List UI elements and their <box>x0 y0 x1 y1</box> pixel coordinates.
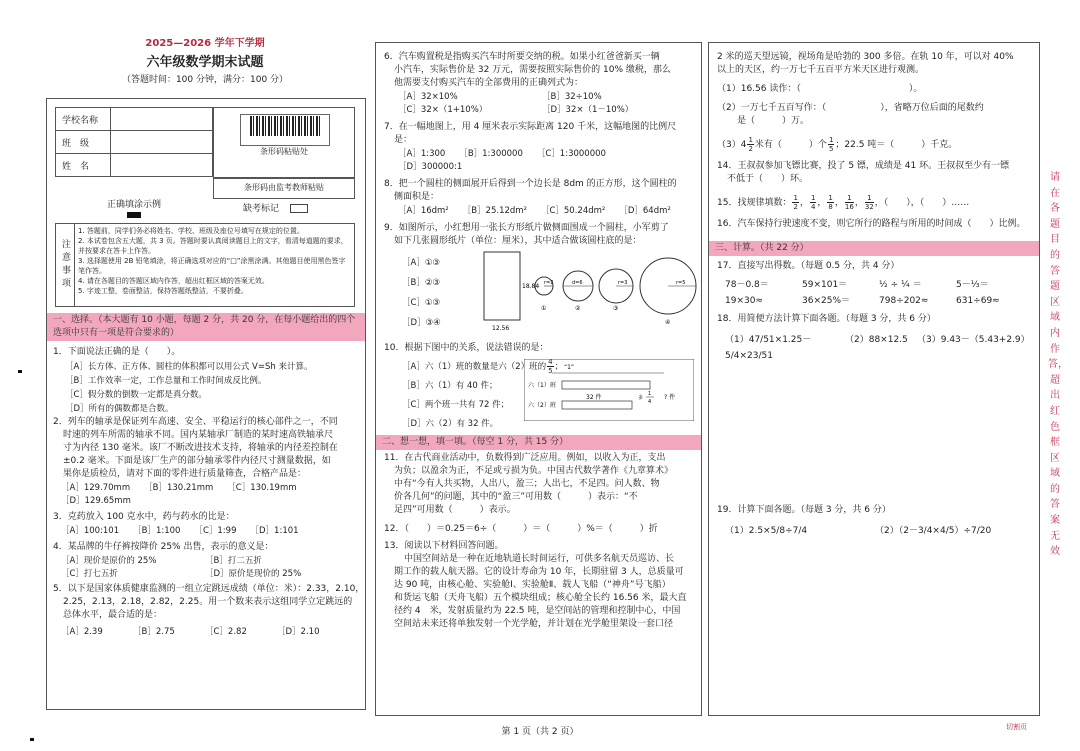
barcode-icon <box>250 116 320 136</box>
q9-block <box>384 248 695 338</box>
q2-line: 2．列车的轴承是保证列车高速、安全、平稳运行的核心部件之一，不同 <box>53 417 338 427</box>
page-footer: 第 1 页（共 2 页） <box>501 727 579 737</box>
q6-option-d[interactable]: ［D］32×（1－10%） <box>542 105 634 115</box>
paper-rectangle <box>484 252 520 320</box>
question-13: 13．阅读以下材料回答问题。 <box>384 541 504 551</box>
question-5 <box>53 583 365 622</box>
q3-option-c[interactable]: ［C］1:99 <box>194 526 237 536</box>
fraction: $\frac{1}{8}$ <box>828 194 833 211</box>
question-4: 4．某品牌的牛仔裤按降价 25% 出售，表示的意义是： <box>53 542 274 552</box>
section-1 <box>47 309 365 639</box>
absent-mark <box>213 197 353 221</box>
q8-options <box>398 205 695 218</box>
fraction-denominator: 5 <box>548 367 553 375</box>
fraction: $\frac{1}{2}$ <box>793 194 798 211</box>
q17-item: 36×25%＝ <box>802 296 850 306</box>
exam-year: 2025—2026 学年下学期 <box>145 38 265 49</box>
circle-3-number: ③ <box>613 305 619 312</box>
q13-part-1: （1）16.56 读作：（ ）。 <box>717 84 923 94</box>
q13-line: 空间站未来还将单独发射一个光学舱，并计划在光学舱里架设一套口径 <box>394 619 674 629</box>
q2-line: ±0.2 毫米。下面是该厂生产的部分轴承零件内径尺寸测量数据，如 <box>63 456 331 466</box>
q13-part-3b: 米有（ ）个 <box>754 140 827 150</box>
filled-mark-icon <box>127 212 141 218</box>
q2-options <box>61 482 365 508</box>
q10-top-label: “1” <box>564 364 575 371</box>
q7-line: 是： <box>394 135 413 145</box>
fill-example-label: 正确填涂示例 <box>106 200 161 210</box>
q10-option-d[interactable]: ［D］六（2）有 32 件。 <box>402 419 499 429</box>
q7-option-c[interactable]: ［C］1:3000000 <box>536 149 606 159</box>
question-15: 15．找规律填数： $\frac{1}{2}$ ， $\frac{1}{4}$ ， $\frac{1}{8}$ ， $\frac{1}{16}$ ， $\frac{1}{32}$ ，（ ），（ ）…… <box>717 194 970 211</box>
question-19: 19．计算下面各题。（每题 3 分，共 6 分） <box>717 505 891 515</box>
q3-options <box>61 525 365 538</box>
q5-option-c[interactable]: ［C］2.82 <box>205 627 247 637</box>
q8-option-d[interactable]: ［D］64dm² <box>619 206 671 216</box>
q10-bar-1 <box>562 381 650 389</box>
q13-cont-line: 2 米的巡天望远镜，视场角是哈勃的 300 多倍。在轨 10 年，可以对 40% <box>717 52 1014 62</box>
q8-option-c[interactable]: ［C］50.24dm² <box>540 206 606 216</box>
barcode-note: 条形码由监考教师粘贴 <box>213 177 355 199</box>
question-3: 3．克药放入 100 克水中，药与药水的比是： <box>53 512 235 522</box>
q9-option-a[interactable]: ［A］①③ <box>402 258 441 268</box>
q8-line: 8．把一个圆柱的侧面展开后得到一个边长是 8dm 的正方形，这个圆柱的 <box>384 179 677 189</box>
q2-line: 果你是质检员，请对下面的零件进行质量筛查，合格产品是： <box>63 469 307 479</box>
name-label: 姓 名 <box>56 154 111 177</box>
absent-label: 缺考标记 <box>243 204 280 214</box>
barcode-area <box>213 107 355 179</box>
q10-option-c[interactable]: ［C］两个班一共有 72 件； <box>402 400 510 410</box>
q3-option-a[interactable]: ［A］100:101 <box>61 526 120 536</box>
q1-options <box>65 360 365 416</box>
q14-line: 14．王叔叔参加飞镖比赛，投了 5 镖，成绩是 41 环。王叔叔至少有一镖 <box>717 161 1010 171</box>
school-label: 学校名称 <box>56 108 111 131</box>
q4-options <box>61 555 351 581</box>
notes-label: 注意事项 <box>56 224 75 306</box>
q1-option-c[interactable]: ［C］假分数的倒数一定都是真分数。 <box>65 390 207 400</box>
exam-title: 六年级数学期末试题 <box>146 55 264 70</box>
side-warning: 请在各题目的答题区域内作答，超出红色框区域的答案无效 <box>1048 172 1068 558</box>
fraction-numerator: 4 <box>548 358 553 366</box>
q18-item: （2）88×12.5 <box>845 335 908 345</box>
fill-example <box>55 197 213 221</box>
barcode-label: 条形码粘贴处 <box>260 147 308 156</box>
notes-box <box>55 223 355 307</box>
question-12: 12．（ ）＝0.25＝6÷（ ）＝（ ）%＝（ ）折 <box>384 524 658 534</box>
q4-option-b[interactable]: ［B］打二五折 <box>205 556 262 566</box>
svg-text:多: 多 <box>638 395 644 401</box>
q10-frac-n: 1 <box>648 391 652 397</box>
fraction: $\frac{1}{32}$ <box>864 194 874 211</box>
q7-option-b[interactable]: ［B］1:300000 <box>459 149 523 159</box>
registration-mark <box>18 370 22 373</box>
q19-items <box>725 523 1033 539</box>
q18-answer-area[interactable] <box>717 364 1033 504</box>
q13-part-3a: （3）4 <box>717 140 747 150</box>
school-field[interactable] <box>111 108 213 131</box>
q1-option-a[interactable]: ［A］长方体、正方体、圆柱的体积都可以用公式 V=Sh 来计算。 <box>65 362 313 372</box>
q18-item: （3）9.43－（5.43+2.9） <box>917 335 1030 345</box>
q2-option-a[interactable]: ［A］129.70mm <box>61 483 131 493</box>
q10-block <box>384 355 695 433</box>
q5-line: 总体水平，最合适的是： <box>63 610 163 620</box>
fraction: $\frac{1}{5}$ <box>828 136 834 153</box>
q10-figure <box>524 359 694 421</box>
q6-option-a[interactable]: ［A］32×10% <box>398 92 458 102</box>
q5-option-b[interactable]: ［B］2.75 <box>133 627 175 637</box>
q13-line: 径约 4 米，发射质量约为 22.5 吨，是空间站的管理和控制中心，中国 <box>394 606 681 616</box>
q13-part-2b: 是（ ）万。 <box>737 116 810 126</box>
q7-option-a[interactable]: ［A］1:300 <box>398 149 446 159</box>
q13-part-3c: ；22.5 吨＝（ ）千克。 <box>835 140 958 150</box>
q2-line: 寸为内径 130 毫米。该厂不断改进技术支持，将轴承的内径差控制在 <box>63 443 338 453</box>
q17-item: ½ ÷ ¼ ＝ <box>879 280 922 290</box>
q9-line: 如下几张圆形纸片（单位：厘米），其中适合做该圆柱底的是： <box>394 236 642 246</box>
q5-option-d[interactable]: ［D］2.10 <box>277 627 320 637</box>
q10-bar-2 <box>562 401 632 409</box>
q11-line: 为负；以盈余为正，不足或亏损为负。中国古代数学著作《九章算术》 <box>394 466 674 476</box>
q17-item: 59×101＝ <box>802 280 848 290</box>
q10-option-a[interactable]: ［A］六（1）班的数量是六（2）班的 $\frac{4}{5}$ ； <box>402 358 564 375</box>
q7-line: 7．在一幅地图上，用 4 厘米表示实际距离 120 千米，这幅地图的比例尺 <box>384 122 677 132</box>
q8-line: 侧面积是： <box>394 192 440 202</box>
q19-item: （1）2.5×5/8÷7/4 <box>725 526 808 536</box>
q11-line: 中有“今有人共买物，人出八，盈三；人出七，不足四。问人数、物 <box>394 479 660 489</box>
q10-frac-d: 4 <box>648 399 652 405</box>
q13-part-2: （2）一万七千五百写作：（ ），省略万位后面的尾数约 <box>717 103 984 113</box>
exam-meta: （答题时间：100 分钟，满分：100 分） <box>121 75 289 85</box>
tear-off-label: 切割页 <box>1006 723 1027 731</box>
q6-line: 小汽车，实际售价是 32 万元，需要按照实际售价的 10% 缴税，那么 <box>394 65 671 75</box>
column-1 <box>46 98 366 710</box>
question-10: 10．根据下图中的关系，说法错误的是： <box>384 343 549 353</box>
fraction: $\frac{1}{2}$ <box>748 136 753 153</box>
circle-4-number: ④ <box>665 319 671 326</box>
q11-line: 11．在古代商业活动中，负数得到广泛应用。例如，以收入为正，支出 <box>384 453 666 463</box>
question-17: 17．直接写出得数。（每题 0.5 分，共 4 分） <box>717 261 900 271</box>
question-16: 16．汽车保持行驶速度不变，则它所行的路程与所用的时间成（ ）比例。 <box>717 219 1026 229</box>
q10-mid-label: 32 件 <box>586 394 602 401</box>
q5-line: 5．以下是国家体质健康监测的一组立定跳远成绩（单位：米）：2.33，2.10， <box>53 584 365 594</box>
q17-item: 78－0.8＝ <box>725 280 769 290</box>
q10-row1-label: 六（1）班 <box>528 382 556 389</box>
q7-options <box>398 148 695 174</box>
q19-item: （2）（2－3/4×4/5）÷7/20 <box>875 526 992 536</box>
q5-options <box>61 626 365 639</box>
q13-cont-line: 以上的天区，约一万七千五百平方米天区进行观测。 <box>717 65 925 75</box>
q3-option-d[interactable]: ［D］1:101 <box>250 526 299 536</box>
q13-line: 和货运飞船（天舟飞船）五个模块组成；核心舱全长约 16.56 米，最大直 <box>394 593 687 603</box>
q6-option-c[interactable]: ［C］32×（1+10%） <box>398 105 488 115</box>
circle-4-label: r=5 <box>676 280 686 286</box>
q10-option-b[interactable]: ［B］六（1）有 40 件； <box>402 381 498 391</box>
section-3-heading: 三、计算。（共 22 分） <box>709 241 1039 256</box>
q2-option-d[interactable]: ［D］129.65mm <box>61 496 131 506</box>
section-1-heading: 一、选择。（本大题有 10 小题，每题 2 分，共 20 分，在每小题给出的四个选项中只有一项是符合要求的） <box>47 313 365 341</box>
q15-label: 15．找规律填数： <box>717 198 792 208</box>
q9-options <box>402 253 441 333</box>
q6-line: 6．汽车购置税是指购买汽车时所要交纳的税。如果小红爸爸新买一辆 <box>384 52 660 62</box>
q6-options <box>398 91 688 117</box>
q2-line: 时速的列车所需的轴承不同。国内某轴承厂制造的某时速高铁轴承尺 <box>63 430 334 440</box>
student-info-table <box>55 107 213 177</box>
q19-answer-area[interactable] <box>717 539 1033 649</box>
note-item: 1. 答题前，同学们务必将姓名、学校、班级及座位号填写在规定的位置。 <box>78 227 304 235</box>
q5-line: 2.25，2.13，2.18，2.82，2.25。用一个数来表示这组同学立定跳远的 <box>63 597 353 607</box>
q10-row2-label: 六（2）班 <box>528 402 556 409</box>
q3-option-b[interactable]: ［B］1:100 <box>133 526 181 536</box>
q9-option-b[interactable]: ［B］②③ <box>402 278 441 288</box>
q8-option-a[interactable]: ［A］16dm² <box>398 206 449 216</box>
q18-item: （1）47/51×1.25－5/4×23/51 <box>725 335 812 361</box>
question-2 <box>53 416 365 481</box>
circle-3-label: r=3 <box>618 280 628 286</box>
column-1-header <box>46 28 364 89</box>
q2-option-b[interactable]: ［B］130.21mm <box>144 483 214 493</box>
note-item: 4. 请在各题目的答题区域内作答，超出红框区域的答案无效。 <box>78 277 269 285</box>
q13-line: 达 90 吨，由核心舱、实验舱Ⅰ、实验舱Ⅱ、载人飞船（“神舟”号飞船） <box>394 580 671 590</box>
q10-right-label: ? 件 <box>664 394 676 401</box>
rect-height-label: 18.84 <box>522 283 540 290</box>
q17-item: 19×30≈ <box>725 296 763 306</box>
fraction: $\frac{1}{4}$ <box>810 194 816 211</box>
class-field[interactable] <box>111 131 213 154</box>
column-3 <box>708 42 1040 716</box>
q9-figure <box>480 248 700 338</box>
absent-checkbox[interactable] <box>290 204 308 213</box>
q18-items <box>725 332 1033 364</box>
q11-line: 价各几何”的问题，其中的“盈三”可用数（ ）表示：“不 <box>394 492 638 502</box>
q7-option-d[interactable]: ［D］300000:1 <box>398 162 463 172</box>
circle-2-number: ② <box>575 305 581 312</box>
q13-line: 中国空间站是一种在近地轨道长时间运行，可供多名航天员巡访、长 <box>404 554 675 564</box>
registration-mark <box>30 738 34 741</box>
q17-item: 798÷202≈ <box>879 296 929 306</box>
q1-option-d[interactable]: ［D］所有的偶数都是合数。 <box>65 404 174 414</box>
notes-text <box>78 226 350 296</box>
circle-2-label: d=6 <box>572 280 583 286</box>
q10-option-a-text: ［A］六（1）班的数量是六（2）班的 <box>402 362 547 372</box>
q15-tail: （ ），（ ）…… <box>883 198 970 208</box>
note-item: 2. 本试卷包含五大题，共 3 页。答题时要认真阅读题目上的文字，看清每道题的要求，并按要求在答卡上作答。 <box>78 237 348 255</box>
q11-line: 足四”可用数（ ）表示。 <box>394 505 516 515</box>
circle-1-number: ① <box>541 305 547 312</box>
q8-option-b[interactable]: ［B］25.12dm² <box>462 206 527 216</box>
fraction: $\frac{1}{16}$ <box>844 194 854 211</box>
q4-option-d[interactable]: ［D］原价是现价的 25% <box>205 569 302 579</box>
q4-option-c[interactable]: ［C］打七五折 <box>61 569 118 579</box>
q13-line: 期工作的载人航天器。它的设计寿命为 10 年，长期驻留 3 人，总质量可 <box>394 567 684 577</box>
note-item: 3. 选择题使用 2B 铅笔填涂，将正确选项对应的“□”涂黑涂满。其他题目使用黑色签字笔作答。 <box>78 257 346 275</box>
q9-option-c[interactable]: ［C］①③ <box>402 298 441 308</box>
q4-option-a[interactable]: ［A］现价是原价的 25% <box>61 556 157 566</box>
student-info-box <box>47 99 365 319</box>
q5-option-a[interactable]: ［A］2.39 <box>61 627 103 637</box>
column-2 <box>375 42 702 716</box>
q6-line: 他需要支付购买汽车的全部费用的正确列式为： <box>394 78 584 88</box>
question-18: 18．用简便方法计算下面各题。（每题 3 分，共 6 分） <box>717 314 936 324</box>
q2-option-c[interactable]: ［C］130.19mm <box>227 483 297 493</box>
rect-width-label: 12.56 <box>492 325 510 332</box>
note-item: 5. 字迹工整，卷面整洁，保持答题纸整洁，不要折叠。 <box>78 287 248 295</box>
q1-option-b[interactable]: ［B］工作效率一定，工作总量和工作时间成反比例。 <box>65 376 267 386</box>
class-label: 班 级 <box>56 131 111 154</box>
name-field[interactable] <box>111 154 213 177</box>
q9-line: 9．如图所示，小红想用一张长方形纸片做侧面围成一个圆柱，小军剪了 <box>384 223 669 233</box>
q17-item: 5－⅓＝ <box>956 280 989 290</box>
q6-option-b[interactable]: ［B］32÷10% <box>542 92 602 102</box>
q17-item: 631÷69≈ <box>956 296 1000 306</box>
question-1: 1．下面说法正确的是（ ）。 <box>53 347 181 357</box>
section-2-heading: 二、想一想，填一填。（每空 1 分，共 15 分） <box>376 435 701 450</box>
circle-1-label: r=2 <box>544 280 554 286</box>
q17-row-1 <box>725 277 1033 293</box>
q17-row-2 <box>725 293 1033 309</box>
q14-line: 不低于（ ）环。 <box>727 174 809 184</box>
q13-part-3 <box>717 136 1033 154</box>
q9-option-d[interactable]: ［D］③④ <box>402 318 441 328</box>
